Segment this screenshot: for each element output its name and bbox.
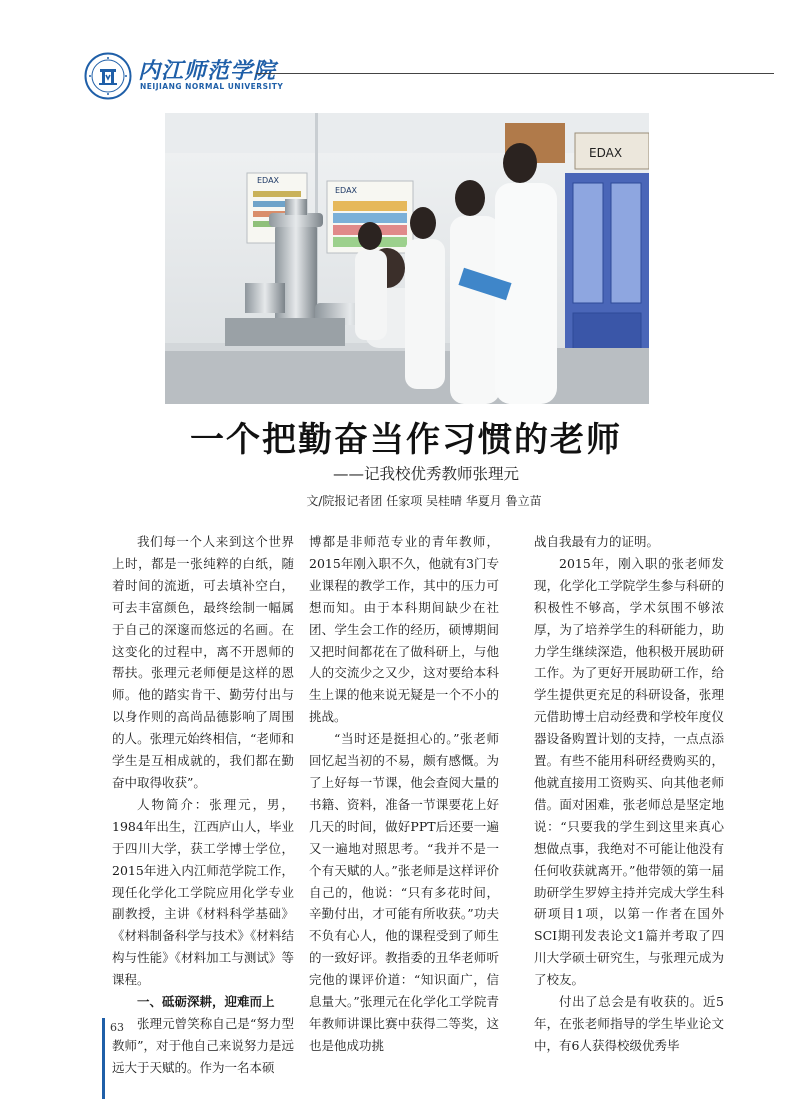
footer-accent-bar — [102, 1018, 105, 1099]
paragraph: 博都是非师范专业的青年教师，2015年刚入职不久，他就有3门专业课程的教学工作，其中的压力可想而知。由于本科期间缺少在社团、学生会工作的经历，硕博期间又把时间都花在了做科研上，与他人的交流少之又少，这对要给本科生上课的他来说无疑是一个不小的挑战。 — [309, 534, 499, 725]
university-name-cn: 内江师范学院 — [138, 58, 277, 84]
article-byline: 文/院报记者团 任家项 吴桂晴 华夏月 鲁立苗 — [306, 494, 542, 508]
box-edax-label: EDAX — [589, 146, 623, 160]
paragraph: “当时还是挺担心的。”张老师回忆起当初的不易，颇有感慨。为了上好每一节课，他会查阅大量的书籍、资料，准备一节课要花上好几天的时间，做好PPT后还要一遍又一遍地对照思考。“我并不是一个有天赋的人。”张老师是这样评价自己的，他说：“只有多花时间，辛勤付出，才可能有所收获。”功夫不负有心人，他的课程受到了师生的一致好评。教指委的丑华老师听完他的课评价道：“知识面广，信息量大。”张理元在化学化工学院青年教师讲课比赛中获得二等奖，这也是他成功挑 — [309, 731, 499, 1053]
article-title: 一个把勤奋当作习惯的老师 — [190, 420, 622, 460]
paragraph: 战自我最有力的证明。 — [534, 534, 660, 549]
lab-scene-illustration — [165, 113, 649, 404]
page-number: 63 — [110, 1021, 124, 1034]
page-header — [84, 48, 774, 108]
poster-edax-label-2: EDAX — [335, 186, 358, 195]
paragraph: 2015年，刚入职的张老师发现，化学化工学院学生参与科研的积极性不够高，学术氛围不够浓厚，为了培养学生的科研能力，助力学生继续深造，他积极开展助研工作。为了更好开展助研工作，给学生提供更充足的科研设备，张理元借助博士启动经费和学校年度仪器设备购置计划的支持，一点点添置。有些不能用科研经费购买的，他就直接用工资购买、向其他老师借。面对困难，张老师总是坚定地说：“只要我的学生到这里来真心想做点事，我绝对不可能让他没有任何收获就离开。”他带领的第一届助研学生罗婷主持并完成大学生科研项目1项，以第一作者在国外SCI期刊发表论文1篇并考取了四川大学硕士研究生，与张理元成为了校友。 — [534, 555, 724, 988]
poster-edax-label-1: EDAX — [257, 176, 280, 185]
article-subtitle: ——记我校优秀教师张理元 — [332, 465, 519, 483]
paragraph: 付出了总会是有收获的。近5年，在张老师指导的学生毕业论文中，有6人获得校级优秀毕 — [534, 994, 724, 1053]
university-seal-icon — [84, 52, 132, 100]
section-heading: 一、砥砺深耕，迎难而上 — [137, 994, 275, 1010]
article-column-2 — [309, 531, 499, 1057]
header-rule — [256, 73, 774, 74]
paragraph: 人物简介：张理元，男，1984年出生，江西庐山人，毕业于四川大学，获工学博士学位，2015年进入内江师范学院工作，现任化学化工学院应用化学专业副教授，主讲《材料科学基础》《材料制备科学与技术》《材料结构与性能》《材料加工与测试》等课程。 — [112, 796, 294, 988]
article-column-3 — [534, 531, 724, 1057]
paragraph: 张理元曾笑称自己是“努力型教师”，对于他自己来说努力是远远大于天赋的。作为一名本硕 — [112, 1015, 294, 1075]
lab-photo — [165, 113, 649, 404]
university-name-en: NEIJIANG NORMAL UNIVERSITY — [140, 82, 284, 91]
paragraph: 我们每一个人来到这个世界上时，都是一张纯粹的白纸，随着时间的流逝，可去填补空白，可去丰富颜色，最终绘制一幅属于自己的深邃而悠远的名画。在这变化的过程中，离不开恩师的帮扶。张理元老师便是这样的恩师。他的踏实肯干、勤劳付出与以身作则的高尚品德影响了周围的人。张理元始终相信，“老师和学生是互相成就的，我们都在勤奋中取得收获”。 — [112, 534, 294, 790]
article-column-1 — [112, 531, 294, 1079]
